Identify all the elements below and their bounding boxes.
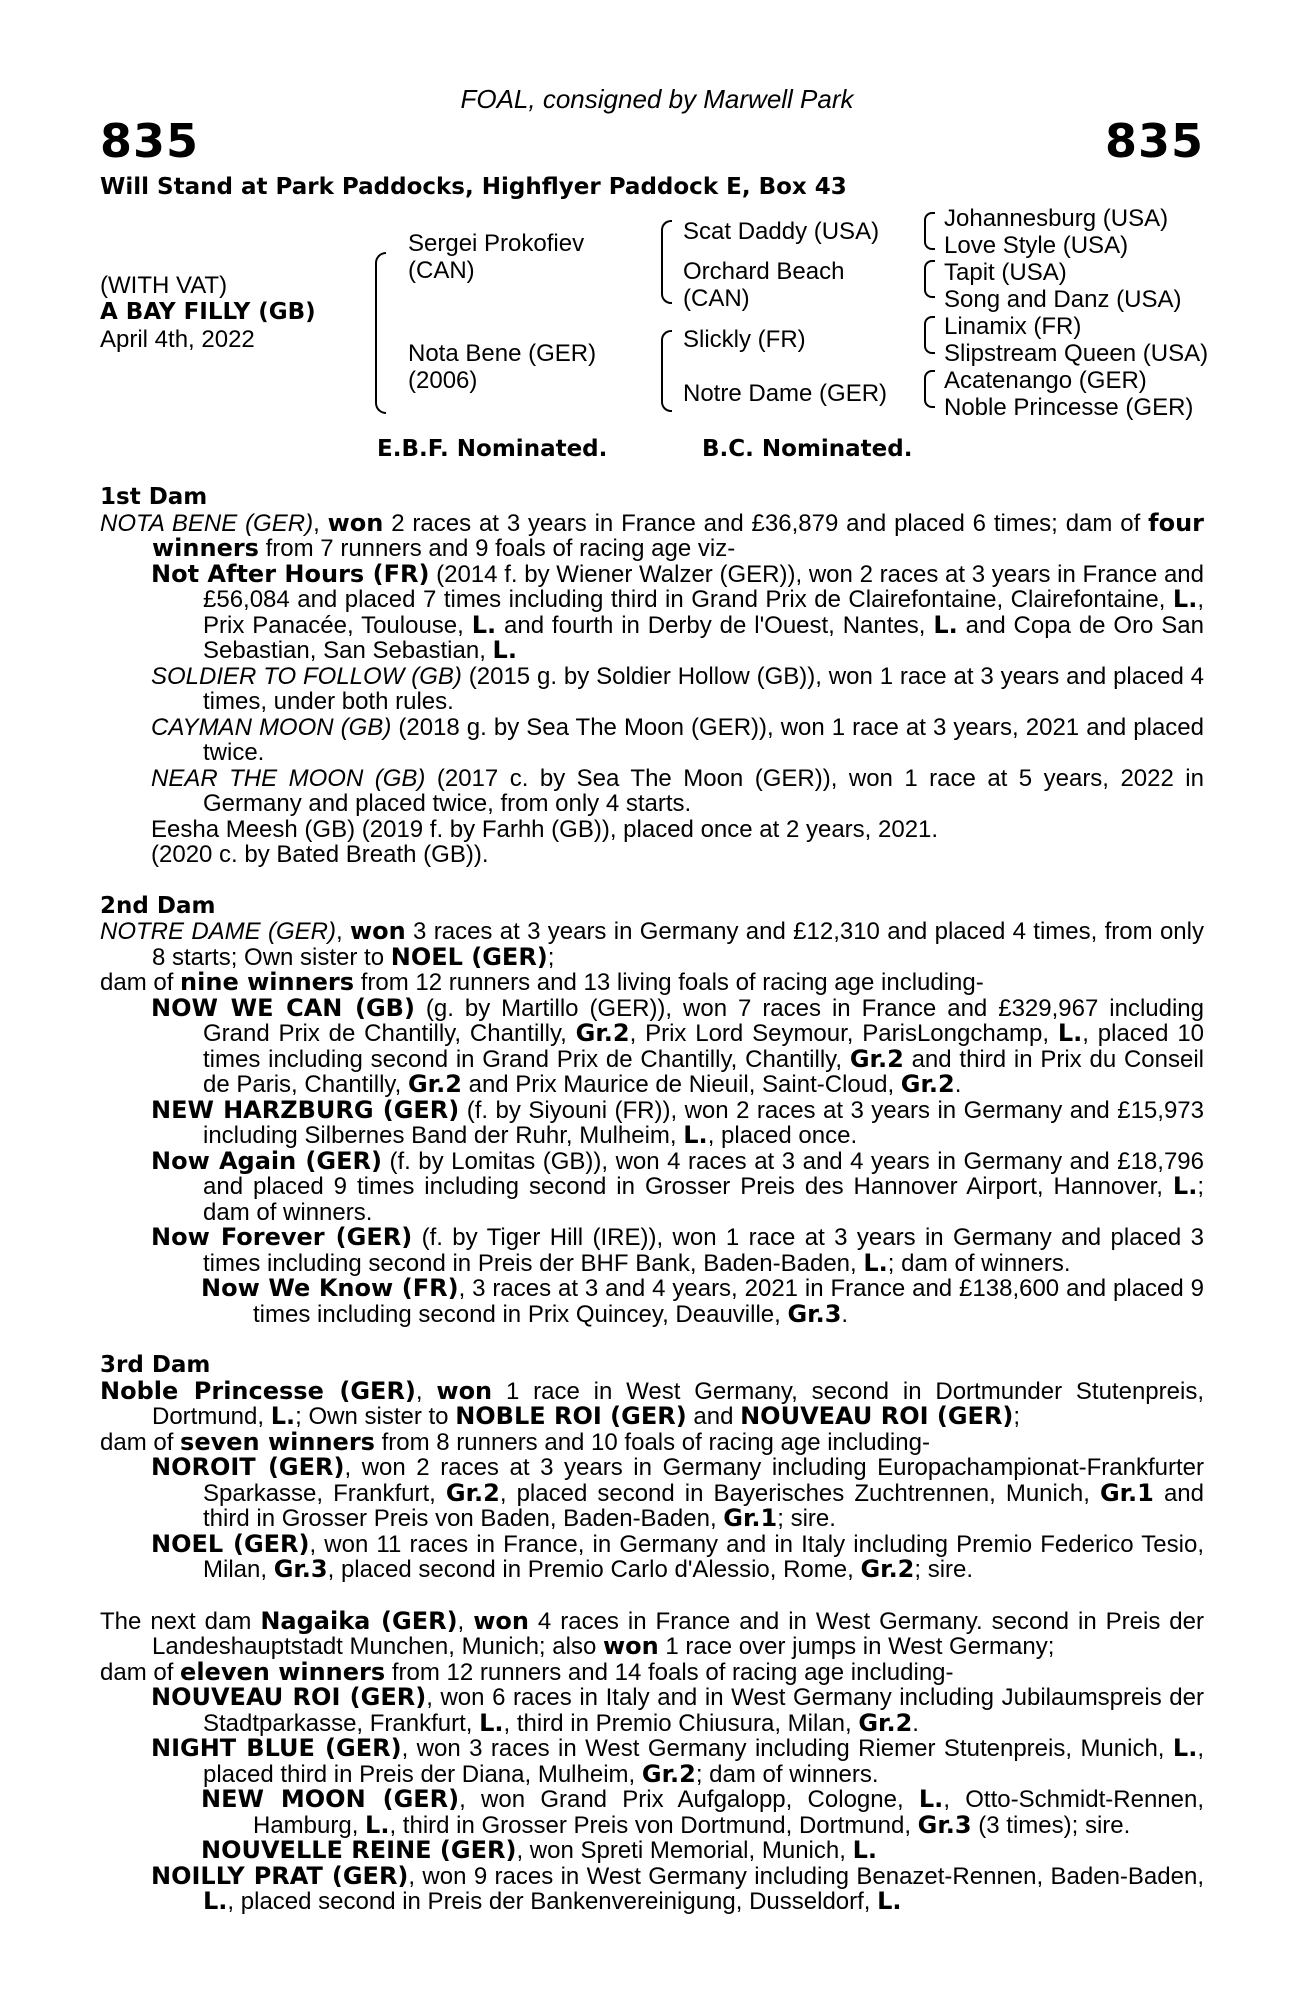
- text-run: ; dam of winners.: [887, 1249, 1071, 1277]
- text-run: , placed second in Preis der Bankenvereinigung, Dusseldorf,: [227, 1888, 878, 1915]
- text-run: The next dam: [100, 1607, 261, 1635]
- text-run: 3 races at 3 years in Germany and £12,310 and placed 4 times, from only 8 starts; Own sister to: [152, 918, 1204, 971]
- text-run: , won 6 races in Italy and in West Germany including Jubilaumspreis der Stadtparkasse, Frankfurt,: [203, 1684, 1204, 1737]
- text-run: from 7 runners and 9 foals of racing age viz-: [258, 535, 736, 562]
- bold-text: L.: [1057, 1019, 1083, 1047]
- italic-text: SOLDIER TO FOLLOW (GB): [151, 662, 462, 690]
- bold-text: NOUVEAU ROI (GER): [740, 1402, 1014, 1430]
- bold-text: NOUVELLE REINE (GER): [201, 1836, 517, 1864]
- bold-text: NOEL (GER): [151, 1529, 310, 1558]
- progeny-entry: [100, 1095, 1204, 1149]
- bold-text: NOILLY PRAT (GER): [151, 1861, 409, 1890]
- bold-text: Nagaika (GER): [260, 1606, 458, 1635]
- bold-text: L.: [863, 1248, 888, 1277]
- text-run: ; dam of winners.: [203, 1173, 1204, 1226]
- text-run: (f. by Siyouni (FR)), won 2 races at 3 years in Germany and £15,973 including Silbernes Band der Ruhr, Mulheim,: [203, 1096, 1204, 1149]
- gen3-dam-dam-dam: Noble Princesse (GER): [944, 394, 1194, 421]
- bold-text: NOROIT (GER): [151, 1453, 345, 1481]
- bold-text: Gr.3: [787, 1299, 842, 1328]
- text-run: (2014 f. by Wiener Walzer (GER)), won 2 races at 3 years in France and £56,084 and placed 7 times including third in Grand Prix de Clairefontaine, Clairefontaine,: [203, 560, 1204, 613]
- text-run: , Prix Panacée, Toulouse,: [203, 586, 1204, 639]
- section-gap: [100, 1583, 1204, 1609]
- bold-text: L.: [365, 1810, 390, 1839]
- lot-number-right: 835: [1104, 114, 1204, 168]
- bold-text: Not After Hours (FR): [151, 559, 430, 588]
- lot-name: A BAY FILLY (GB): [100, 299, 316, 325]
- text-run: , won Spreti Memorial, Munich,: [516, 1837, 853, 1864]
- text-run: .: [954, 1071, 962, 1098]
- progeny-entry: [100, 1276, 1204, 1327]
- bold-text: NOBLE ROI (GER): [455, 1402, 687, 1430]
- gen3-dam-sire-dam: Slipstream Queen (USA): [944, 340, 1209, 367]
- text-run: ; sire.: [914, 1556, 974, 1583]
- bold-text: Gr.2: [900, 1070, 955, 1098]
- dam-foaled: (2006): [408, 367, 478, 394]
- bold-text: L.: [1172, 1734, 1198, 1762]
- bold-text: Noble Princesse (GER): [100, 1376, 416, 1405]
- bold-text: L.: [492, 636, 517, 664]
- third-dam-progeny: [100, 1455, 1204, 1583]
- text-run: , 3 races at 3 and 4 years, 2021 in France and £138,600 and placed 9 times including second in Prix Quincey, Deauville,: [253, 1275, 1204, 1328]
- lot-number-left: 835: [100, 114, 200, 168]
- text-run: dam of: [100, 1658, 181, 1686]
- text-run: Eesha Meesh (GB) (2019 f. by Farhh (GB)), placed once at 2 years, 2021.: [151, 815, 939, 843]
- progeny-entry: [100, 664, 1204, 715]
- gen3-brace-3: [924, 316, 935, 354]
- bold-text: L.: [479, 1708, 504, 1737]
- progeny-entry: [100, 715, 1204, 766]
- bold-text: won: [602, 1632, 659, 1660]
- sire-brace: [661, 220, 672, 304]
- bold-text: L.: [203, 1887, 228, 1915]
- bold-text: NEW MOON (GER): [201, 1785, 460, 1813]
- text-run: , Otto-Schmidt-Rennen, Hamburg,: [253, 1786, 1205, 1839]
- text-run: ,: [313, 509, 328, 537]
- text-run: dam of: [100, 969, 181, 996]
- section-gap: [100, 868, 1204, 894]
- text-run: , won 3 races in West Germany including Riemer Stutenpreis, Munich,: [401, 1735, 1173, 1762]
- italic-text: NOTRE DAME (GER): [100, 918, 336, 945]
- text-run: and: [686, 1403, 741, 1430]
- produce-record: [100, 485, 1204, 1915]
- text-run: , Prix Lord Seymour, ParisLongchamp,: [629, 1020, 1058, 1047]
- vat-note: (WITH VAT): [100, 272, 228, 299]
- ebf-nominated: E.B.F. Nominated.: [377, 436, 608, 462]
- bold-text: Gr.2: [641, 1759, 696, 1788]
- bold-text: Gr.3: [273, 1555, 328, 1583]
- bold-text: won: [436, 1376, 493, 1405]
- progeny-entry: [100, 1529, 1204, 1583]
- third-dam-intro: [100, 1376, 1204, 1430]
- text-run: ; Own sister to: [295, 1403, 456, 1430]
- third-dam-produce-summary: [100, 1427, 1204, 1456]
- sire-dam-country: (CAN): [683, 285, 750, 312]
- bold-text: NOEL (GER): [390, 942, 548, 971]
- section-gap: [100, 1327, 1204, 1353]
- bold-text: won: [327, 508, 384, 537]
- gen3-brace-4: [924, 370, 935, 408]
- first-dam-progeny: [100, 559, 1205, 868]
- first-dam-heading: 1st Dam: [100, 484, 208, 510]
- bold-text: L.: [471, 610, 497, 639]
- consignor-line: FOAL, consigned by Marwell Park: [460, 84, 854, 114]
- text-run: from 12 runners and 14 foals of racing age including-: [385, 1658, 954, 1686]
- dam-sire: Slickly (FR): [683, 326, 806, 353]
- progeny-entry: [100, 1146, 1204, 1226]
- bold-text: NOW WE CAN (GB): [151, 993, 415, 1022]
- bold-text: L.: [1172, 1172, 1198, 1200]
- text-run: (2018 g. by Sea The Moon (GER)), won 1 race at 3 years, 2021 and placed twice.: [203, 713, 1204, 766]
- progeny-entry: [100, 1838, 1204, 1864]
- progeny-entry: [100, 766, 1204, 817]
- text-run: , placed second in Premio Carlo d'Alessio, Rome,: [327, 1556, 861, 1583]
- italic-text: CAYMAN MOON (GB): [151, 713, 392, 741]
- text-run: (g. by Martillo (GER)), won 7 races in France and £329,967 including Grand Prix de Chantilly, Chantilly,: [203, 994, 1204, 1047]
- text-run: , won 11 races in France, in Germany and in Italy including Premio Federico Tesio, Milan,: [203, 1530, 1204, 1583]
- second-dam-intro: [100, 919, 1204, 970]
- bc-nominated: B.C. Nominated.: [702, 436, 913, 462]
- progeny-entry: [100, 842, 1204, 868]
- text-run: , third in Grosser Preis von Dortmund, Dortmund,: [389, 1811, 918, 1839]
- text-run: and Prix Maurice de Nieuil, Saint-Cloud,: [461, 1071, 901, 1098]
- text-run: dam of: [100, 1428, 181, 1456]
- bold-text: L.: [877, 1887, 902, 1915]
- gen3-sire-sire-dam: Love Style (USA): [944, 232, 1129, 259]
- sire-dam-name: Orchard Beach: [683, 258, 845, 285]
- stand-location: Will Stand at Park Paddocks, Highflyer Paddock E, Box 43: [100, 174, 847, 200]
- dam-brace: [661, 330, 672, 412]
- text-run: and fourth in Derby de l'Ouest, Nantes,: [496, 611, 934, 639]
- text-run: , placed third in Preis der Diana, Mulheim,: [203, 1735, 1205, 1788]
- text-run: , third in Premio Chiusura, Milan,: [503, 1709, 859, 1737]
- text-run: .: [912, 1709, 919, 1737]
- italic-text: NEAR THE MOON (GB): [151, 764, 426, 792]
- bold-text: L.: [270, 1402, 296, 1430]
- progeny-entry: [100, 1787, 1204, 1838]
- bold-text: Gr.2: [407, 1070, 462, 1098]
- second-dam-produce-summary: [100, 970, 1204, 996]
- text-run: and Copa de Oro San Sebastian, San Sebastian,: [203, 611, 1204, 664]
- gen3-sire-dam-dam: Song and Danz (USA): [944, 286, 1182, 313]
- text-run: and third in Grosser Preis von Baden, Baden-Baden,: [203, 1479, 1204, 1532]
- text-run: (f. by Lomitas (GB)), won 4 races at 3 and 4 years in Germany and £18,796 and placed 9 times including second in Grosser Preis des Hannover Airport, Hannover,: [203, 1147, 1204, 1200]
- bold-text: four winners: [152, 508, 1204, 562]
- bold-text: NEW HARZBURG (GER): [151, 1095, 460, 1124]
- text-run: 1 race in West Germany, second in Dortmunder Stutenpreis, Dortmund,: [152, 1377, 1204, 1430]
- progeny-entry: [100, 1225, 1204, 1276]
- text-run: from 8 runners and 10 foals of racing age including-: [374, 1428, 930, 1456]
- text-run: , placed once.: [707, 1122, 858, 1149]
- third-dam-heading: 3rd Dam: [100, 1352, 211, 1378]
- text-run: .: [841, 1300, 849, 1328]
- text-run: ;: [1013, 1403, 1021, 1430]
- text-run: , won 9 races in West Germany including Benazet-Rennen, Baden-Baden,: [408, 1862, 1204, 1890]
- gen3-dam-dam-sire: Acatenango (GER): [944, 367, 1147, 394]
- progeny-entry: [100, 1685, 1204, 1736]
- sire-name: Sergei Prokofiev: [408, 230, 585, 257]
- progeny-entry: [100, 1861, 1204, 1915]
- text-run: 4 races in France and in West Germany. second in Preis der Landeshauptstadt Munchen, Munich; also: [152, 1607, 1204, 1660]
- progeny-entry: [100, 1736, 1204, 1787]
- text-run: , placed 10 times including second in Grand Prix de Chantilly, Chantilly,: [203, 1020, 1205, 1073]
- bold-text: L.: [852, 1836, 877, 1864]
- bold-text: seven winners: [180, 1427, 375, 1456]
- bold-text: Gr.2: [445, 1478, 500, 1507]
- text-run: 1 race over jumps in West Germany;: [658, 1633, 1055, 1660]
- text-run: ; sire.: [777, 1505, 836, 1532]
- text-run: ,: [415, 1377, 437, 1405]
- bold-text: L.: [1172, 585, 1198, 613]
- text-run: 2 races at 3 years in France and £36,879 and placed 6 times; dam of: [383, 509, 1149, 537]
- sire-sire: Scat Daddy (USA): [683, 218, 880, 245]
- bold-text: L.: [683, 1121, 708, 1149]
- next-dam-produce-summary: [100, 1657, 1204, 1686]
- text-run: (3 times); sire.: [971, 1811, 1131, 1839]
- bold-text: L.: [918, 1785, 944, 1813]
- pedigree-brace: [375, 252, 386, 414]
- first-dam-intro: [100, 508, 1204, 562]
- bold-text: won: [349, 917, 406, 945]
- sire-country: (CAN): [408, 257, 475, 284]
- progeny-entry: [100, 1455, 1204, 1532]
- gen3-sire-dam-sire: Tapit (USA): [944, 259, 1067, 286]
- bold-text: L.: [933, 610, 958, 639]
- text-run: ;: [547, 943, 555, 971]
- text-run: , placed second in Bayerisches Zuchtrennen, Munich,: [499, 1479, 1100, 1507]
- text-run: , won Grand Prix Aufgalopp, Cologne,: [459, 1786, 919, 1813]
- text-run: (2015 g. by Soldier Hollow (GB)), won 1 race at 3 years and placed 4 times, under both rules.: [203, 662, 1205, 715]
- italic-text: NOTA BENE (GER): [100, 509, 314, 537]
- gen3-dam-sire-sire: Linamix (FR): [944, 313, 1082, 340]
- bold-text: Gr.2: [575, 1019, 630, 1047]
- foaling-date: April 4th, 2022: [100, 326, 255, 353]
- bold-text: Now We Know (FR): [201, 1274, 459, 1302]
- dam-dam: Notre Dame (GER): [683, 380, 888, 407]
- bold-text: eleven winners: [180, 1657, 386, 1686]
- bold-text: NIGHT BLUE (GER): [151, 1734, 402, 1762]
- second-dam-progeny: [100, 993, 1205, 1328]
- text-run: ; dam of winners.: [695, 1760, 879, 1788]
- next-dam-intro: [100, 1606, 1204, 1660]
- gen3-sire-sire-sire: Johannesburg (USA): [944, 205, 1169, 232]
- bold-text: Now Again (GER): [151, 1146, 382, 1175]
- progeny-entry: [100, 559, 1204, 664]
- progeny-entry: [100, 993, 1205, 1098]
- text-run: , won 2 races at 3 years in Germany including Europachampionat-Frankfurter Sparkasse, Frankfurt,: [203, 1454, 1204, 1507]
- next-dam-progeny: [100, 1685, 1204, 1915]
- text-run: ,: [335, 918, 350, 945]
- text-run: ,: [457, 1607, 474, 1635]
- text-run: (2017 c. by Sea The Moon (GER)), won 1 race at 5 years, 2022 in Germany and placed twice, from only 4 starts.: [203, 764, 1204, 817]
- text-run: and third in Prix du Conseil de Paris, Chantilly,: [203, 1045, 1204, 1098]
- gen3-brace-2: [924, 260, 935, 298]
- gen3-brace-1: [924, 212, 935, 250]
- bold-text: won: [473, 1606, 529, 1635]
- text-run: from 12 runners and 13 living foals of racing age including-: [354, 969, 984, 996]
- progeny-entry: [100, 817, 1204, 843]
- bold-text: NOUVEAU ROI (GER): [151, 1683, 427, 1711]
- second-dam-heading: 2nd Dam: [100, 892, 216, 919]
- dam-name: Nota Bene (GER): [408, 340, 597, 367]
- bold-text: Gr.3: [917, 1810, 972, 1839]
- bold-text: Gr.1: [1099, 1478, 1154, 1507]
- bold-text: nine winners: [180, 968, 355, 996]
- text-run: (f. by Tiger Hill (IRE)), won 1 race at 3 years in Germany and placed 3 times including second in Preis der BHF Bank, Baden-Baden,: [203, 1224, 1204, 1277]
- bold-text: Now Forever (GER): [151, 1223, 413, 1251]
- bold-text: Gr.2: [849, 1044, 904, 1073]
- bold-text: Gr.2: [860, 1555, 915, 1583]
- bold-text: Gr.2: [858, 1708, 913, 1737]
- text-run: (2020 c. by Bated Breath (GB)).: [151, 841, 489, 868]
- bold-text: Gr.1: [723, 1504, 778, 1532]
